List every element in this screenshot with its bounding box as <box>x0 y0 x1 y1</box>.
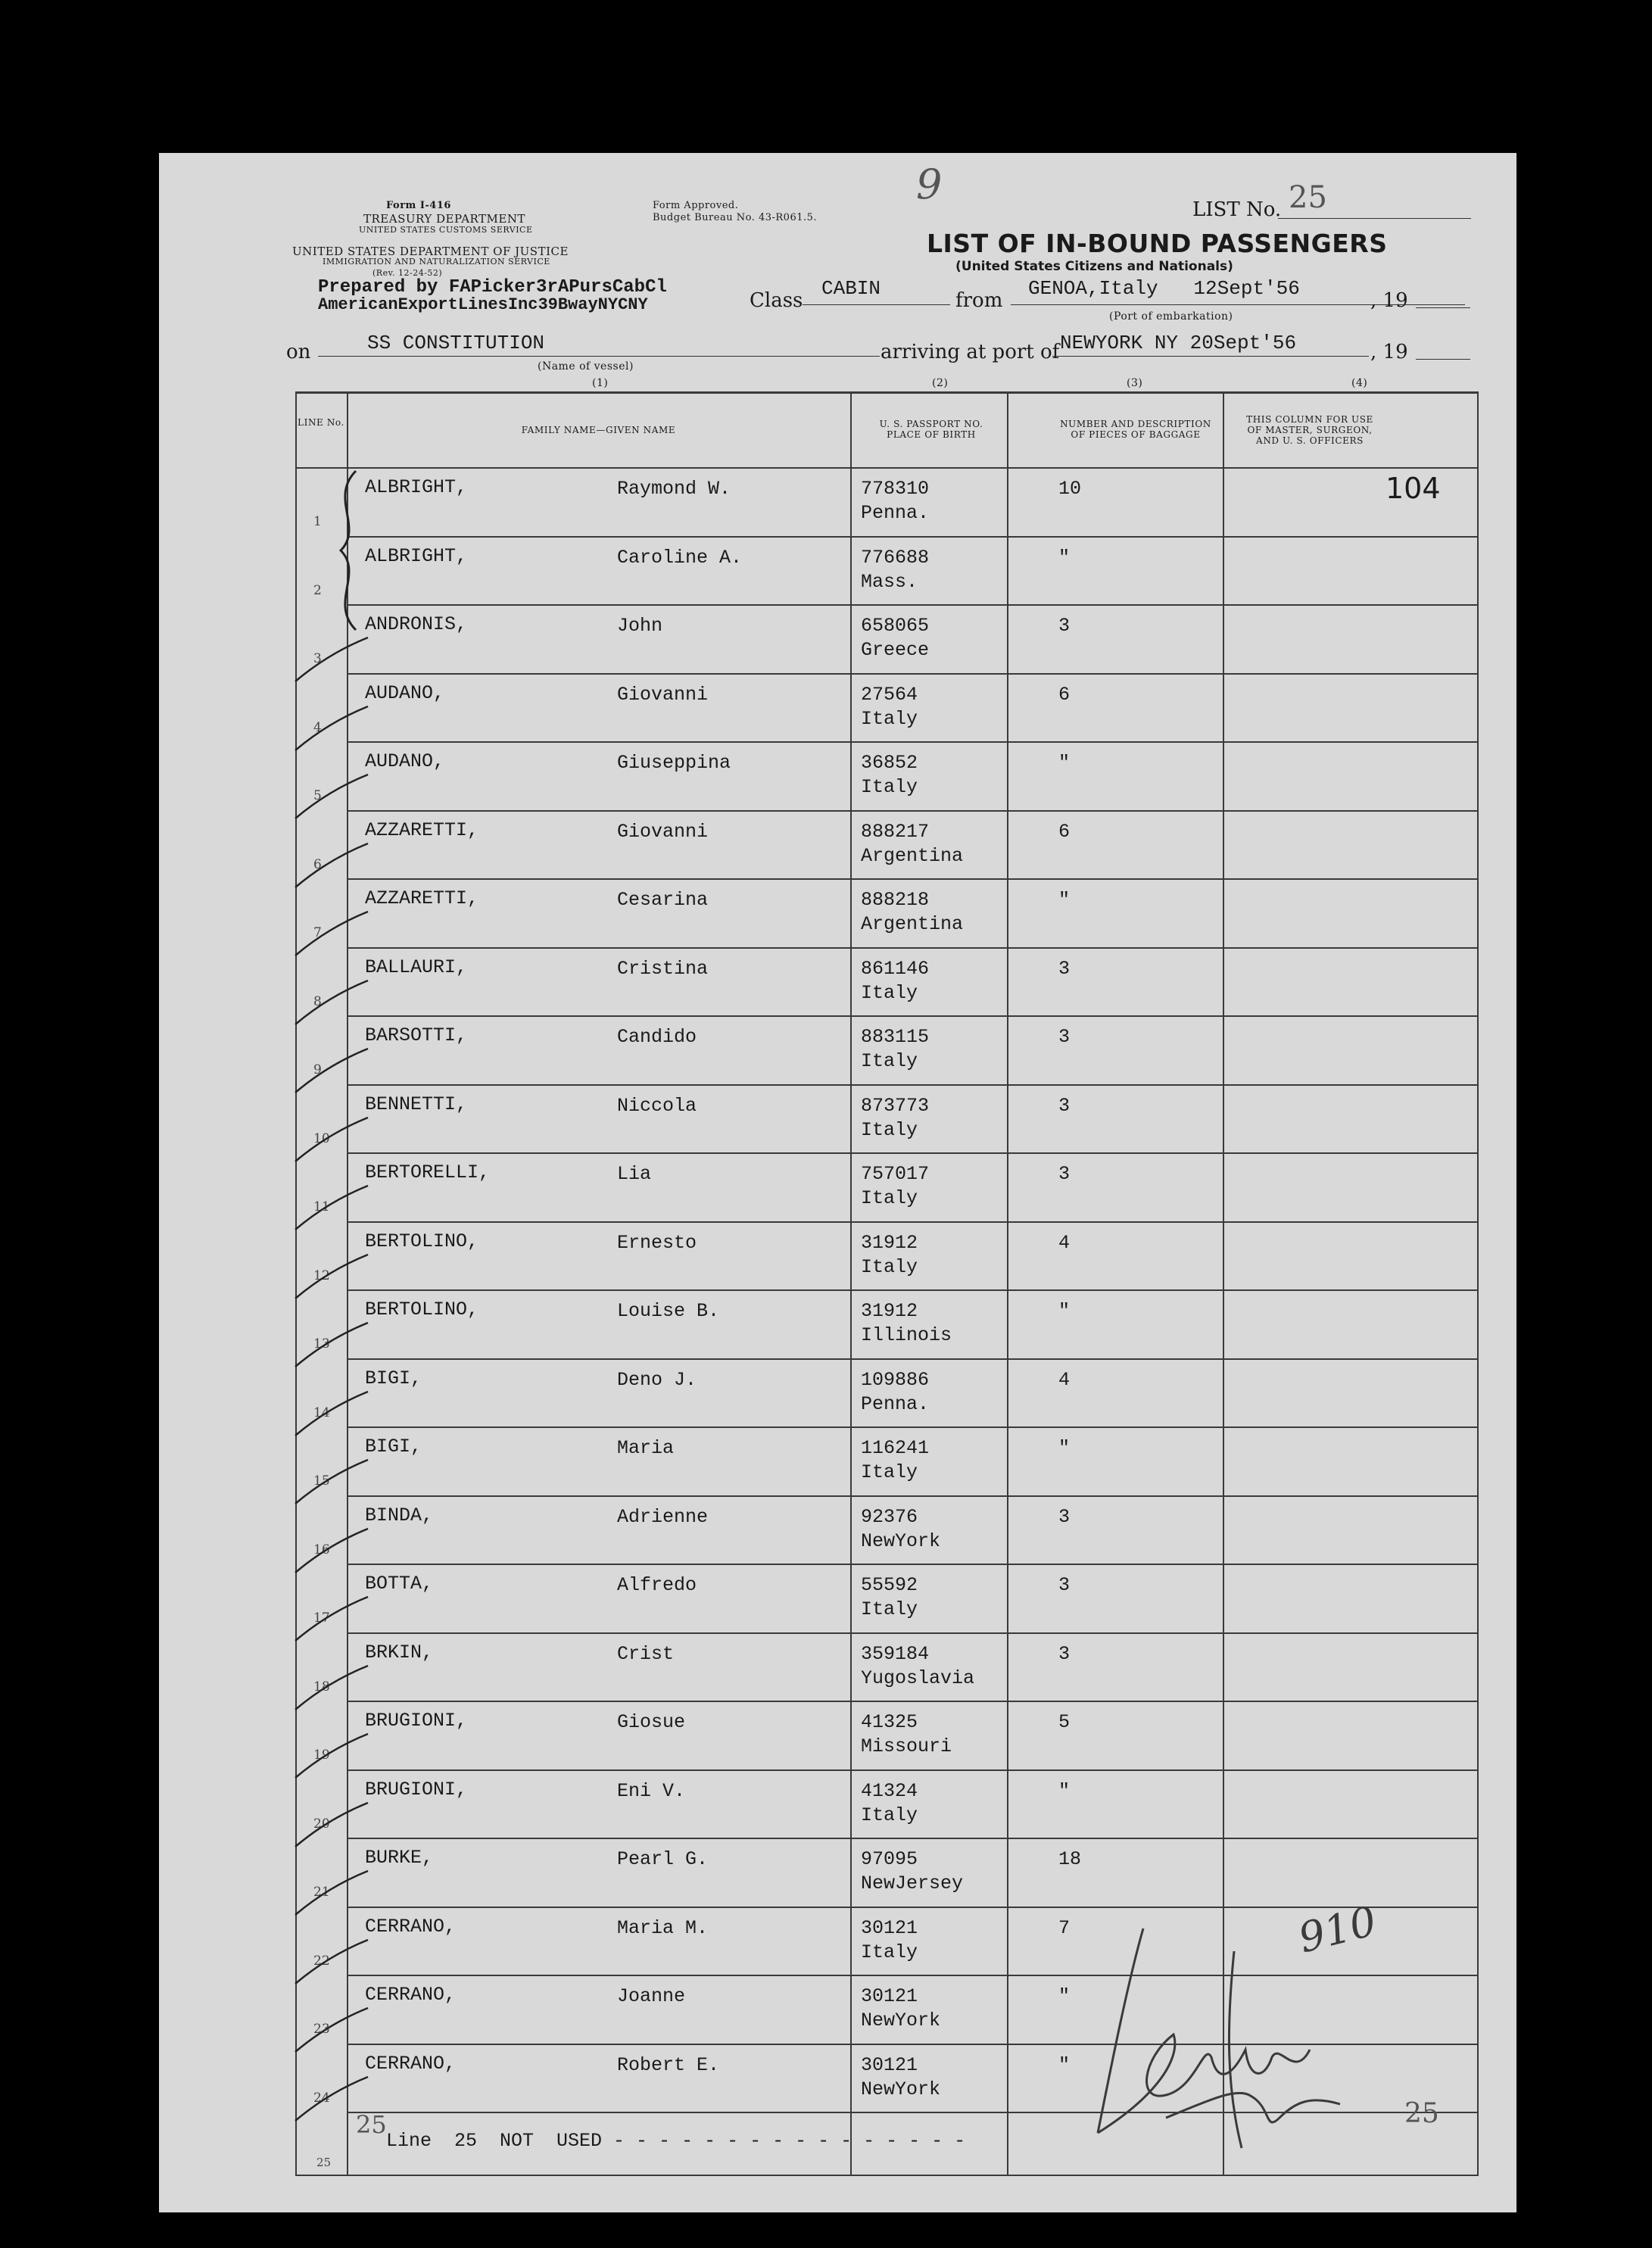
family-name: ANDRONIS, <box>365 613 468 635</box>
given-name: Raymond W. <box>617 478 731 500</box>
passport-number: 861146 <box>861 957 930 980</box>
passport-number: 92376 <box>861 1505 918 1528</box>
baggage-count: 6 <box>1058 683 1071 706</box>
form-number: Form I-416 <box>386 200 451 211</box>
line-number: 3 <box>313 651 322 666</box>
header-baggage: NUMBER AND DESCRIPTION OF PIECES OF BAGGAGE <box>1060 419 1211 440</box>
line-number: 6 <box>313 856 322 872</box>
prepared-by-line1: Prepared by FAPicker3rAPursCabCl <box>318 277 667 298</box>
baggage-count: " <box>1058 2053 1071 2076</box>
passport-number: 55592 <box>861 1574 918 1596</box>
baggage-count: " <box>1058 1985 1071 2007</box>
given-name: Candido <box>617 1026 697 1048</box>
line-number: 7 <box>313 925 322 940</box>
justice-dept: UNITED STATES DEPARTMENT OF JUSTICE <box>292 245 569 258</box>
header-line-no: LINE No. <box>298 417 344 428</box>
list-no-label: LIST No. <box>1192 198 1282 221</box>
place-of-birth: Italy <box>861 1118 918 1141</box>
baggage-count: " <box>1058 1300 1071 1322</box>
passport-number: 30121 <box>861 2053 918 2076</box>
signature-note: 910 <box>1293 1897 1382 1963</box>
header-name: FAMILY NAME—GIVEN NAME <box>521 425 676 435</box>
header-passport: U. S. PASSPORT NO. PLACE OF BIRTH <box>879 419 983 440</box>
port-embark-caption: (Port of embarkation) <box>1109 310 1233 323</box>
passport-number: 31912 <box>861 1231 918 1254</box>
row-25-not-used: Line 25 NOT USED - - - - - - - - - - - - - - - - <box>386 2130 966 2152</box>
line-number: 22 <box>313 1953 330 1969</box>
baggage-count: 5 <box>1058 1711 1071 1733</box>
line-number: 9 <box>313 1062 322 1077</box>
from-label: from <box>955 289 1003 312</box>
baggage-count: " <box>1058 889 1071 911</box>
family-name: BOTTA, <box>365 1573 434 1595</box>
given-name: Giovanni <box>617 683 709 706</box>
given-name: Louise B. <box>617 1300 720 1322</box>
col-num-3: (3) <box>1127 377 1143 389</box>
family-name: BERTOLINO, <box>365 1230 479 1252</box>
line-number: 12 <box>313 1267 330 1283</box>
passport-number: 776688 <box>861 546 930 569</box>
place-of-birth: Italy <box>861 1187 918 1209</box>
family-name: AUDANO, <box>365 750 445 772</box>
family-bracket-mark <box>326 467 371 634</box>
passport-number: 41325 <box>861 1711 918 1733</box>
table-row <box>295 1152 1479 1221</box>
table-row <box>295 1084 1479 1153</box>
passport-number: 658065 <box>861 615 930 637</box>
given-name: Deno J. <box>617 1368 697 1391</box>
line-number: 13 <box>313 1336 330 1352</box>
family-name: BIGI, <box>365 1436 422 1458</box>
family-name: ALBRIGHT, <box>365 476 468 498</box>
table-row <box>295 947 1479 1016</box>
passport-number: 109886 <box>861 1368 930 1391</box>
arriving-label: arriving at port of <box>881 341 1060 363</box>
place-of-birth: Mass. <box>861 570 918 593</box>
line-number: 21 <box>313 1885 330 1900</box>
vessel-caption: (Name of vessel) <box>538 360 634 373</box>
class-value: CABIN <box>821 277 881 300</box>
given-name: Joanne <box>617 1985 686 2007</box>
family-name: BALLAURI, <box>365 956 468 978</box>
passport-number: 31912 <box>861 1300 918 1322</box>
family-name: BURKE, <box>365 1847 434 1869</box>
given-name: Eni V. <box>617 1779 686 1802</box>
given-name: Crist <box>617 1642 675 1665</box>
place-of-birth: Argentina <box>861 913 964 935</box>
line-number: 24 <box>313 2090 330 2106</box>
baggage-count: 4 <box>1058 1231 1071 1254</box>
place-of-birth: Italy <box>861 1461 918 1483</box>
baggage-count: 4 <box>1058 1368 1071 1391</box>
given-name: Caroline A. <box>617 546 743 569</box>
table-row <box>295 467 1479 536</box>
ins-service: IMMIGRATION AND NATURALIZATION SERVICE <box>323 257 550 267</box>
table-row <box>295 1769 1479 1838</box>
place-of-birth: Italy <box>861 1941 918 1963</box>
table-row <box>295 810 1479 879</box>
given-name: Cristina <box>617 957 709 980</box>
class-label: Class <box>750 289 803 312</box>
table-row <box>295 1701 1479 1769</box>
baggage-count: " <box>1058 752 1071 774</box>
arriving-underline <box>1052 356 1369 357</box>
handwritten-page-mark: 9 <box>916 161 943 208</box>
line-number: 8 <box>313 993 322 1009</box>
baggage-count: " <box>1058 546 1071 569</box>
budget-bureau: Budget Bureau No. 43-R061.5. <box>653 212 818 223</box>
place-of-birth: Argentina <box>861 844 964 867</box>
line-number: 23 <box>313 2022 330 2037</box>
passenger-table <box>295 391 1479 2175</box>
family-name: BENNETTI, <box>365 1093 468 1115</box>
given-name: Cesarina <box>617 889 709 911</box>
given-name: Ernesto <box>617 1231 697 1254</box>
place-of-birth: Italy <box>861 1255 918 1278</box>
header-officers: THIS COLUMN FOR USE OF MASTER, SURGEON, AND U. S. OFFICERS <box>1246 414 1373 446</box>
given-name: Robert E. <box>617 2053 720 2076</box>
given-name: Adrienne <box>617 1505 709 1528</box>
family-name: CERRANO, <box>365 2052 457 2075</box>
manifest-sheet <box>159 153 1516 2212</box>
family-name: CERRANO, <box>365 1984 457 2006</box>
baggage-count: 3 <box>1058 615 1071 637</box>
line-number: 20 <box>313 1816 330 1832</box>
table-top-border <box>295 391 1479 394</box>
row-25-handwritten-number: 25 <box>356 2110 387 2139</box>
family-name: BARSOTTI, <box>365 1024 468 1046</box>
passport-number: 30121 <box>861 1916 918 1939</box>
baggage-count: " <box>1058 1779 1071 1802</box>
table-row <box>295 604 1479 673</box>
given-name: Lia <box>617 1163 652 1185</box>
vessel-underline <box>318 356 880 357</box>
line-number: 10 <box>313 1130 330 1146</box>
table-row <box>295 1426 1479 1495</box>
given-name: John <box>617 615 663 637</box>
baggage-count: 6 <box>1058 820 1071 843</box>
given-name: Maria M. <box>617 1916 709 1939</box>
year-label-2: , 19 <box>1370 341 1408 363</box>
baggage-count: 3 <box>1058 1026 1071 1048</box>
place-of-birth: Penna. <box>861 1392 930 1415</box>
family-name: BERTORELLI, <box>365 1161 491 1183</box>
line-number: 19 <box>313 1748 330 1763</box>
table-row <box>295 1221 1479 1290</box>
list-no-value: 25 <box>1289 180 1327 215</box>
table-row <box>295 673 1479 742</box>
table-row <box>295 536 1479 605</box>
page-title: LIST OF IN-BOUND PASSENGERS <box>927 229 1388 258</box>
family-name: BIGI, <box>365 1367 422 1389</box>
table-row <box>295 1358 1479 1427</box>
place-of-birth: Italy <box>861 981 918 1004</box>
table-row <box>295 1838 1479 1907</box>
row-25-handwritten-right: 25 <box>1404 2098 1439 2129</box>
table-row <box>295 1632 1479 1701</box>
revision-date: (Rev. 12-24-52) <box>372 268 443 278</box>
baggage-count: 3 <box>1058 1094 1071 1117</box>
customs-service: UNITED STATES CUSTOMS SERVICE <box>359 225 533 235</box>
line-number: 2 <box>313 582 322 598</box>
col-num-1: (1) <box>592 377 609 389</box>
line-number: 1 <box>313 514 322 529</box>
baggage-count: 3 <box>1058 1163 1071 1185</box>
passport-number: 778310 <box>861 478 930 500</box>
table-row <box>295 1289 1479 1358</box>
year-label-1: , 19 <box>1370 289 1408 312</box>
baggage-count: 3 <box>1058 1574 1071 1596</box>
family-name: AZZARETTI, <box>365 887 479 909</box>
table-row <box>295 1015 1479 1084</box>
passport-number: 97095 <box>861 1848 918 1870</box>
family-name: AZZARETTI, <box>365 818 479 841</box>
given-name: Alfredo <box>617 1574 697 1596</box>
place-of-birth: Penna. <box>861 502 930 524</box>
passport-number: 888217 <box>861 820 930 843</box>
given-name: Pearl G. <box>617 1848 709 1870</box>
line-number: 14 <box>313 1405 330 1420</box>
passport-number: 30121 <box>861 1985 918 2007</box>
baggage-count: 10 <box>1058 478 1082 500</box>
family-name: AUDANO, <box>365 681 445 704</box>
place-of-birth: NewYork <box>861 2078 941 2100</box>
row-25-line-number: 25 <box>316 2156 332 2169</box>
line-number: 15 <box>313 1473 330 1489</box>
on-label: on <box>286 341 311 363</box>
passport-number: 36852 <box>861 752 918 774</box>
place-of-birth: Italy <box>861 707 918 730</box>
passport-number: 116241 <box>861 1437 930 1459</box>
given-name: Giuseppina <box>617 752 731 774</box>
place-of-birth: Italy <box>861 776 918 798</box>
list-no-underline <box>1278 218 1471 219</box>
family-name: BRUGIONI, <box>365 1778 468 1801</box>
vessel-name: SS CONSTITUTION <box>367 332 545 354</box>
passport-number: 757017 <box>861 1163 930 1185</box>
place-of-birth: Italy <box>861 1804 918 1826</box>
family-name: ALBRIGHT, <box>365 544 468 567</box>
passport-number: 888218 <box>861 889 930 911</box>
family-name: BRKIN, <box>365 1641 434 1663</box>
year-underline-1 <box>1416 307 1470 308</box>
baggage-count: " <box>1058 1437 1071 1459</box>
given-name: Maria <box>617 1437 675 1459</box>
table-bottom-border <box>295 2175 1479 2176</box>
place-of-birth: Illinois <box>861 1324 952 1346</box>
passport-number: 41324 <box>861 1779 918 1802</box>
class-underline <box>803 304 950 305</box>
family-name: BINDA, <box>365 1504 434 1526</box>
table-row <box>295 1495 1479 1564</box>
col-num-4: (4) <box>1351 377 1368 389</box>
baggage-count: 18 <box>1058 1848 1082 1870</box>
table-row <box>295 741 1479 810</box>
line-number: 11 <box>313 1199 330 1214</box>
line-number: 17 <box>313 1610 330 1626</box>
baggage-count: 3 <box>1058 1642 1071 1665</box>
table-row <box>295 1564 1479 1632</box>
place-of-birth: NewJersey <box>861 1872 964 1894</box>
line-number: 18 <box>313 1679 330 1695</box>
line-number: 16 <box>313 1542 330 1557</box>
from-value: GENOA,Italy 12Sept'56 <box>1028 277 1300 300</box>
baggage-count: 3 <box>1058 1505 1071 1528</box>
baggage-count: 7 <box>1058 1916 1071 1939</box>
given-name: Giosue <box>617 1711 686 1733</box>
col-num-2: (2) <box>932 377 949 389</box>
treasury-dept: TREASURY DEPARTMENT <box>363 212 525 226</box>
prepared-by-line2: AmericanExportLinesInc39BwayNYCNY <box>318 295 648 314</box>
passport-number: 883115 <box>861 1026 930 1048</box>
place-of-birth: Italy <box>861 1050 918 1072</box>
line-number: 4 <box>313 719 322 735</box>
place-of-birth: Missouri <box>861 1735 952 1757</box>
place-of-birth: Greece <box>861 639 930 661</box>
place-of-birth: Yugoslavia <box>861 1667 975 1689</box>
baggage-count: 3 <box>1058 957 1071 980</box>
given-name: Niccola <box>617 1094 697 1117</box>
line-number: 5 <box>313 788 322 803</box>
family-name: CERRANO, <box>365 1915 457 1938</box>
place-of-birth: NewYork <box>861 2009 941 2031</box>
arriving-port: NEWYORK NY 20Sept'56 <box>1060 332 1297 354</box>
page-subtitle: (United States Citizens and Nationals) <box>955 259 1233 274</box>
officer-note: 104 <box>1385 472 1441 505</box>
place-of-birth: Italy <box>861 1598 918 1620</box>
passport-number: 873773 <box>861 1094 930 1117</box>
family-name: BERTOLINO, <box>365 1299 479 1320</box>
passport-number: 359184 <box>861 1642 930 1665</box>
passport-number: 27564 <box>861 683 918 706</box>
family-name: BRUGIONI, <box>365 1710 468 1732</box>
year-underline-2 <box>1416 359 1470 360</box>
form-approved: Form Approved. <box>653 200 739 211</box>
table-row <box>295 878 1479 947</box>
given-name: Giovanni <box>617 820 709 843</box>
place-of-birth: NewYork <box>861 1529 941 1552</box>
